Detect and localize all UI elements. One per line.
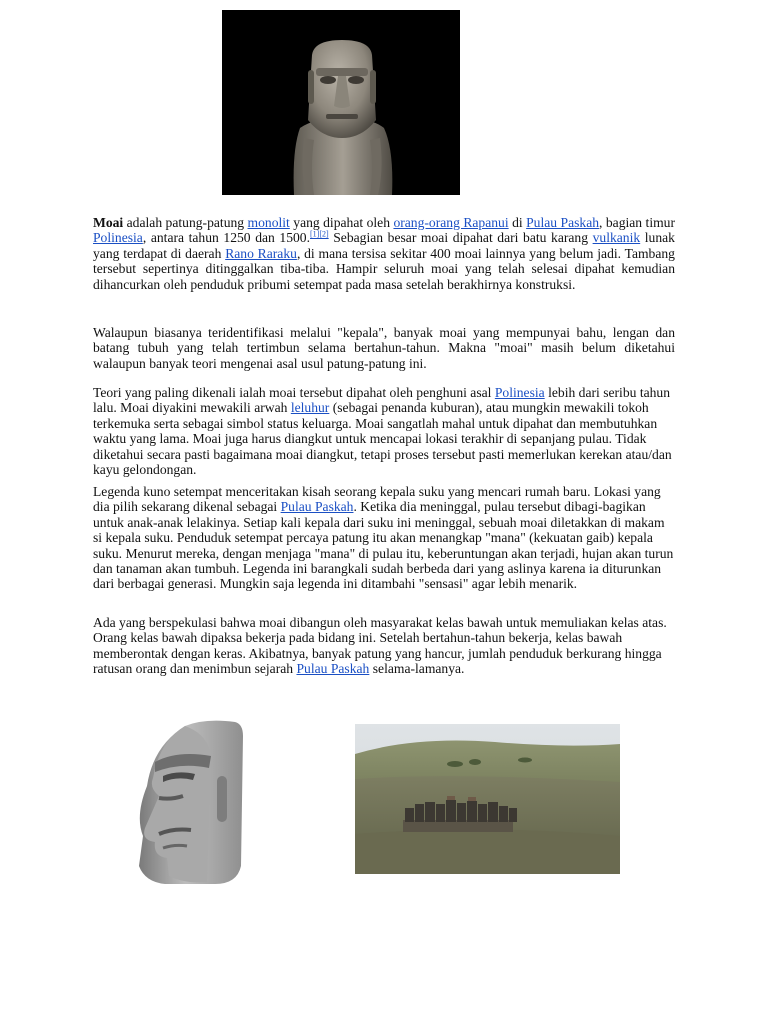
- text-run: (sebagai penanda kuburan), atau mungkin mewakili tokoh terkemuka serta sebagai simbol status keluarga. Moai sangatlah mahal untuk dipahat dan membutuhkan waktu yang lama. Moai juga harus diangkut untuk mencapai lokasi terakhir di sepanjang pulau. Tidak diketahui secara pasti bagaimana moai diangkut, tetapi proses tersebut pasti memerlukan kerekan atau/dan kayu gelondongan.: [93, 400, 672, 478]
- link-orang-rapanui[interactable]: orang-orang Rapanui: [393, 215, 509, 230]
- link-pulau-paskah[interactable]: Pulau Paskah: [526, 215, 600, 230]
- text-run: Legenda kuno setempat menceritakan kisah seorang kepala suku yang mencari rumah baru. Lokasi yang dia pilih sekarang dikenal sebagai: [93, 484, 661, 515]
- text-run: selama-lamanya.: [369, 661, 465, 677]
- paragraph-1: [93, 215, 675, 292]
- link-pulau-paskah[interactable]: Pulau Paskah: [296, 661, 370, 677]
- paragraph-2: [93, 325, 675, 371]
- moai-platform-landscape-photo: [355, 724, 620, 874]
- text-run: di: [508, 215, 527, 230]
- text-run: Ada yang berspekulasi bahwa moai dibangun oleh masyarakat kelas bawah untuk memuliakan kelas atas. Orang kelas bawah dipaksa bekerja pada bidang ini. Setelah bertahun-tahun bekerja, kelas bawah memberontak dengan keras. Akibatnya, banyak patung yang hancur, jumlah penduduk berkurang hingga ratusan orang dan menimbun sejarah: [93, 615, 667, 677]
- citation-link[interactable]: [1][2]: [310, 229, 329, 239]
- link-polinesia[interactable]: Polinesia: [93, 230, 143, 246]
- text-run: lebih dari seribu tahun lalu. Moai diyakini mewakili arwah: [93, 385, 671, 416]
- term-bold: Moai: [93, 215, 124, 230]
- text-run: adalah patung-patung: [123, 215, 248, 230]
- text-run: , bagian timur: [599, 215, 676, 230]
- text-run: Teori yang paling dikenali ialah moai tersebut dipahat oleh penghuni asal: [93, 385, 495, 400]
- link-rano-raraku[interactable]: Rano Raraku: [225, 245, 297, 261]
- text-run: . Ketika dia meninggal, pulau tersebut dibagi-bagikan untuk anak-anak lelakinya. Setiap kali kepala dari suku ini meninggal, sebuah moai diletakkan di makam si kepala suku. Penduduk setempat percaya patung itu akan menangkap "mana" (kekuatan gaib) kepala suku. Menurut mereka, dengan menjaga "mana" di pulau itu, keberuntungan akan terjadi, hujan akan turun dan tanaman akan tumbuh. Legenda ini barangkali sudah berbeda dari yang aslinya karena ia diturunkan dari berbagai generasi. Mungkin saja legenda ini ditambahi "sensasi" agar lebih menarik.: [93, 499, 674, 592]
- paragraph-5: [93, 615, 675, 677]
- link-monolit[interactable]: monolit: [247, 215, 290, 230]
- moai-statue-photo: [222, 10, 460, 195]
- text-run: lunak yang terdapat di daerah: [93, 230, 675, 261]
- moai-emoji-icon: [125, 716, 245, 888]
- text-run: Sebagian besar moai dipahat dari batu karang: [328, 230, 593, 246]
- paragraph-4: [93, 484, 675, 592]
- text-run: , antara tahun 1250 dan 1500.: [142, 230, 310, 246]
- paragraph-3: [93, 385, 675, 477]
- link-vulkanik[interactable]: vulkanik: [592, 230, 641, 246]
- text-run: , di mana tersisa sekitar 400 moai lainnya yang belum jadi. Tambang tersebut sepertinya ditinggalkan tiba-tiba. Hampir seluruh moai yang telah selesai dipahat kemudian dihancurkan oleh penduduk pribumi setempat pada masa setelah berakhirnya konstruksi.: [93, 245, 675, 292]
- link-leluhur[interactable]: leluhur: [290, 400, 330, 416]
- text-run: Walaupun biasanya teridentifikasi melalui "kepala", banyak moai yang mempunyai bahu, lengan dan batang tubuh yang telah tertimbun selama bertahun-tahun. Makna "moai" masih belum diketahui walaupun banyak teori mengenai asal usul patung-patung ini.: [93, 325, 675, 371]
- link-polinesia[interactable]: Polinesia: [494, 385, 545, 400]
- text-run: yang dipahat oleh: [289, 215, 394, 230]
- link-pulau-paskah[interactable]: Pulau Paskah: [280, 499, 354, 515]
